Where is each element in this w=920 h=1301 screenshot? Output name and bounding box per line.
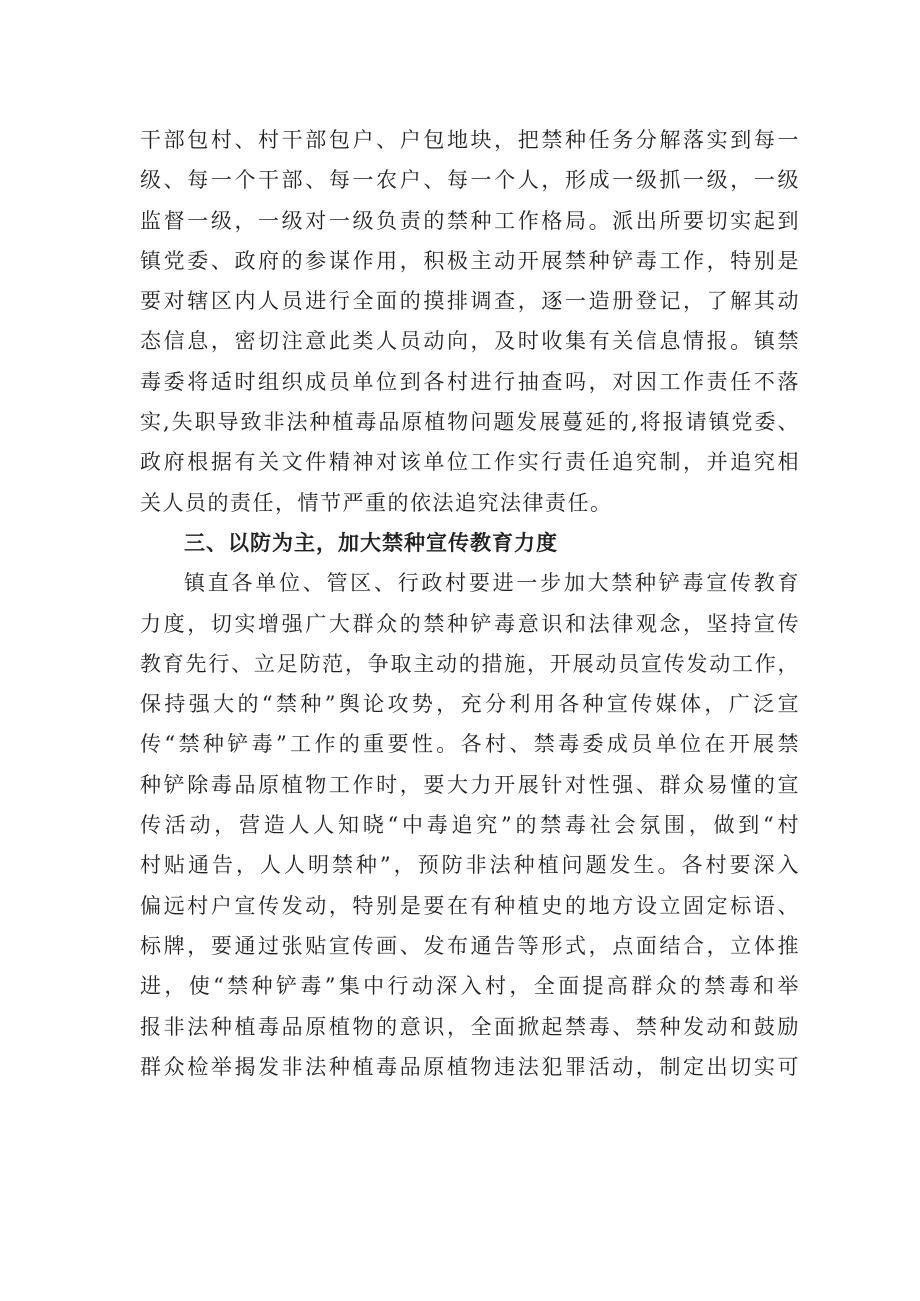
text-line: 村贴通告，人人明禁种”，预防非法种植问题发生。各村要深入 xyxy=(140,853,800,878)
text-line: 关人员的责任，情节严重的依法追究法律责任。 xyxy=(140,490,613,515)
text-line: 力度，切实增强广大群众的禁种铲毒意识和法律观念，坚持宣传 xyxy=(140,611,800,636)
text-line: 种铲除毒品原植物工作时，要大力开展针对性强、群众易懂的宣 xyxy=(140,772,800,797)
text-line: 镇党委、政府的参谋作用，积极主动开展禁种铲毒工作，特别是 xyxy=(140,248,800,273)
text-line: 报非法种植毒品原植物的意识，全面掀起禁毒、禁种发动和鼓励 xyxy=(140,1014,800,1039)
text-line: 群众检举揭发非法种植毒品原植物违法犯罪活动，制定出切实可 xyxy=(140,1054,800,1079)
text-line: 传活动，营造人人知晓“中毒追究”的禁毒社会氛围，做到“村 xyxy=(140,813,800,838)
section-heading: 三、以防为主，加大禁种宣传教育力度 xyxy=(184,530,558,555)
text-line: 毒委将适时组织成员单位到各村进行抽查吗，对因工作责任不落 xyxy=(140,369,800,394)
text-line: 偏远村户宣传发动，特别是要在有种植史的地方设立固定标语、 xyxy=(140,893,800,918)
paragraph-publicity xyxy=(140,563,800,1087)
text-line: 标牌，要通过张贴宣传画、发布通告等形式，点面结合，立体推 xyxy=(140,933,800,958)
text-line: 教育先行、立足防范，争取主动的措施，开展动员宣传发动工作， xyxy=(140,651,800,676)
text-line: 监督一级，一级对一级负责的禁种工作格局。派出所要切实起到 xyxy=(140,208,800,233)
text-line: 镇直各单位、管区、行政村要进一步加大禁种铲毒宣传教育 xyxy=(184,571,800,596)
paragraph-responsibility xyxy=(140,120,800,523)
text-line: 保持强大的“禁种”舆论攻势，充分利用各种宣传媒体，广泛宣 xyxy=(140,692,800,717)
text-line: 政府根据有关文件精神对该单位工作实行责任追究制，并追究相 xyxy=(140,450,800,475)
document-body xyxy=(140,120,800,1087)
text-line: 干部包村、村干部包户、户包地块，把禁种任务分解落实到每一 xyxy=(140,128,800,152)
text-line: 级、每一个干部、每一农户、每一个人，形成一级抓一级，一级 xyxy=(140,168,800,193)
text-line: 要对辖区内人员进行全面的摸排调查，逐一造册登记，了解其动 xyxy=(140,289,800,314)
text-line: 传“禁种铲毒”工作的重要性。各村、禁毒委成员单位在开展禁 xyxy=(140,732,800,757)
text-line: 进，使“禁种铲毒”集中行动深入村，全面提高群众的禁毒和举 xyxy=(140,974,800,999)
text-line: 实,失职导致非法种植毒品原植物问题发展蔓延的,将报请镇党委、 xyxy=(140,410,800,435)
text-line: 态信息，密切注意此类人员动向，及时收集有关信息情报。镇禁 xyxy=(140,329,800,354)
